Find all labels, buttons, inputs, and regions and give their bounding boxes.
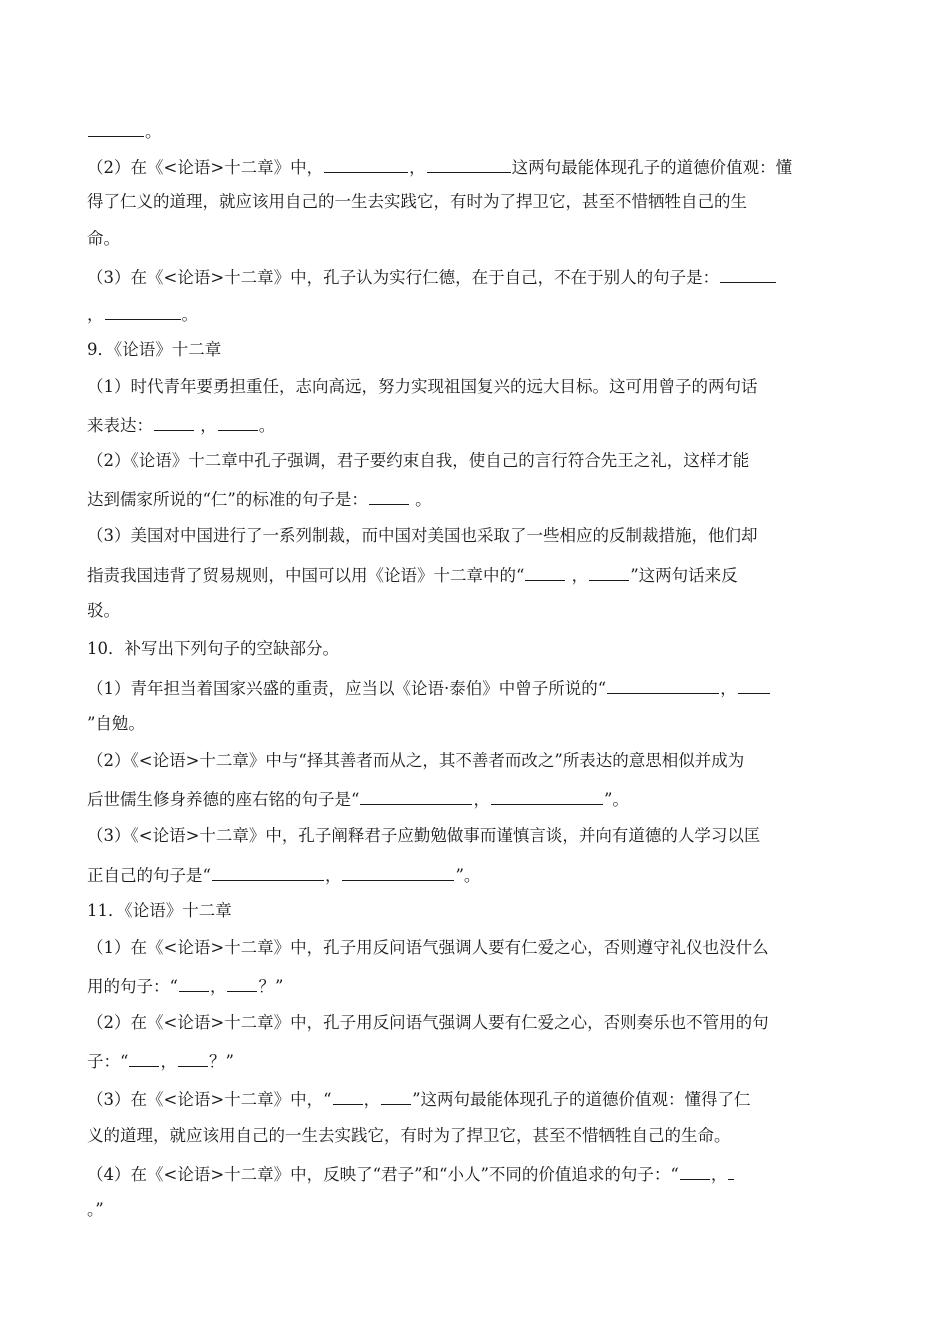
answer-blank[interactable] [129, 1048, 159, 1067]
text-line: （2）在《<论语>十二章》中，孔子用反问语气强调人要有仁爱之心，否则奏乐也不管用的句 [87, 1013, 769, 1032]
question-10-title: 10．补写出下列句子的空缺部分。 [87, 639, 339, 658]
answer-blank[interactable] [154, 412, 194, 431]
answer-blank[interactable] [218, 412, 258, 431]
question-9-title: 9．《论语》十二章 [87, 340, 222, 359]
answer-blank[interactable] [381, 1086, 411, 1105]
text-line: （4）在《<论语>十二章》中，反映了“君子”和“小人”不同的价值追求的句子：“ ， [87, 1161, 867, 1185]
text-line: （3）在《<论语>十二章》中，“ ， ”这两句最能体现孔子的道德价值观：懂得了仁 [87, 1086, 867, 1110]
answer-blank[interactable] [728, 1161, 734, 1180]
text-line: （1）青年担当着国家兴盛的重责，应当以《论语·泰伯》中曾子所说的“ ， [87, 675, 867, 699]
text-line: ， 。 [87, 301, 867, 325]
text-line: 得了仁义的道理，就应该用自己的一生去实践它，有时为了捍卫它，甚至不惜牺牲自己的生 [87, 192, 747, 211]
answer-blank[interactable] [738, 675, 770, 694]
answer-blank[interactable] [607, 675, 719, 694]
answer-blank[interactable] [342, 862, 454, 881]
answer-blank[interactable] [212, 862, 324, 881]
text-line: （3）《<论语>十二章》中，孔子阐释君子应勤勉做事而谨慎言谈，并向有道德的人学习以匡 [87, 826, 761, 845]
answer-blank[interactable] [589, 562, 629, 581]
answer-blank[interactable] [178, 1048, 208, 1067]
text-line: 来表达： ， 。 [87, 412, 867, 436]
text-line: 子：“ ， ？” [87, 1048, 867, 1072]
answer-blank[interactable] [427, 154, 511, 173]
answer-blank[interactable] [227, 973, 257, 992]
text-line: （1）在《<论语>十二章》中，孔子用反问语气强调人要有仁爱之心，否则遵守礼仪也没什么 [87, 938, 769, 957]
q8-1-answer-line: 。 [87, 118, 867, 142]
answer-blank[interactable] [179, 973, 209, 992]
answer-blank[interactable] [360, 786, 472, 805]
text-line: 正自己的句子是“ ， ”。 [87, 862, 867, 886]
text-line: 义的道理，就应该用自己的一生去实践它，有时为了捍卫它，甚至不惜牺牲自己的生命。 [87, 1126, 731, 1145]
text-line: ”自勉。 [87, 714, 145, 733]
answer-blank[interactable] [369, 486, 409, 505]
text-line: （1）时代青年要勇担重任，志向高远，努力实现祖国复兴的远大目标。这可用曾子的两句话 [87, 377, 758, 396]
text-line: （2）《<论语>十二章》中与“择其善者而从之，其不善者而改之”所表达的意思相似并成为 [87, 751, 745, 770]
answer-blank[interactable] [680, 1161, 710, 1180]
question-11-title: 11．《论语》十二章 [87, 901, 232, 920]
text-line: 达到儒家所说的“仁”的标准的句子是： 。 [87, 486, 867, 510]
answer-blank[interactable] [525, 562, 565, 581]
text-line: 。” [87, 1200, 104, 1219]
text-line: 用的句子：“ ， ？” [87, 973, 867, 997]
text-line: 后世儒生修身养德的座右铭的句子是“ ， ”。 [87, 786, 867, 810]
answer-blank[interactable] [491, 786, 603, 805]
text-line: 驳。 [87, 601, 120, 620]
q8-3-line: （3）在《<论语>十二章》中，孔子认为实行仁德，在于自己，不在于别人的句子是： [87, 264, 867, 288]
text-line: （2）《论语》十二章中孔子强调，君子要约束自我，使自己的言行符合先王之礼，这样才能 [87, 451, 750, 470]
answer-blank[interactable] [105, 301, 181, 320]
answer-blank[interactable] [333, 1086, 363, 1105]
answer-blank[interactable] [324, 154, 408, 173]
text-line: （3）美国对中国进行了一系列制裁，而中国对美国也采取了一些相应的反制裁措施，他们却 [87, 526, 758, 545]
text-line: 命。 [87, 229, 120, 248]
text-line: 指责我国违背了贸易规则，中国可以用《论语》十二章中的“ ， ”这两句话来反 [87, 562, 867, 586]
answer-blank[interactable] [88, 118, 144, 137]
q8-2-line: （2）在《<论语>十二章》中， ， 这两句最能体现孔子的道德价值观：懂 [87, 154, 867, 178]
answer-blank[interactable] [720, 264, 776, 283]
